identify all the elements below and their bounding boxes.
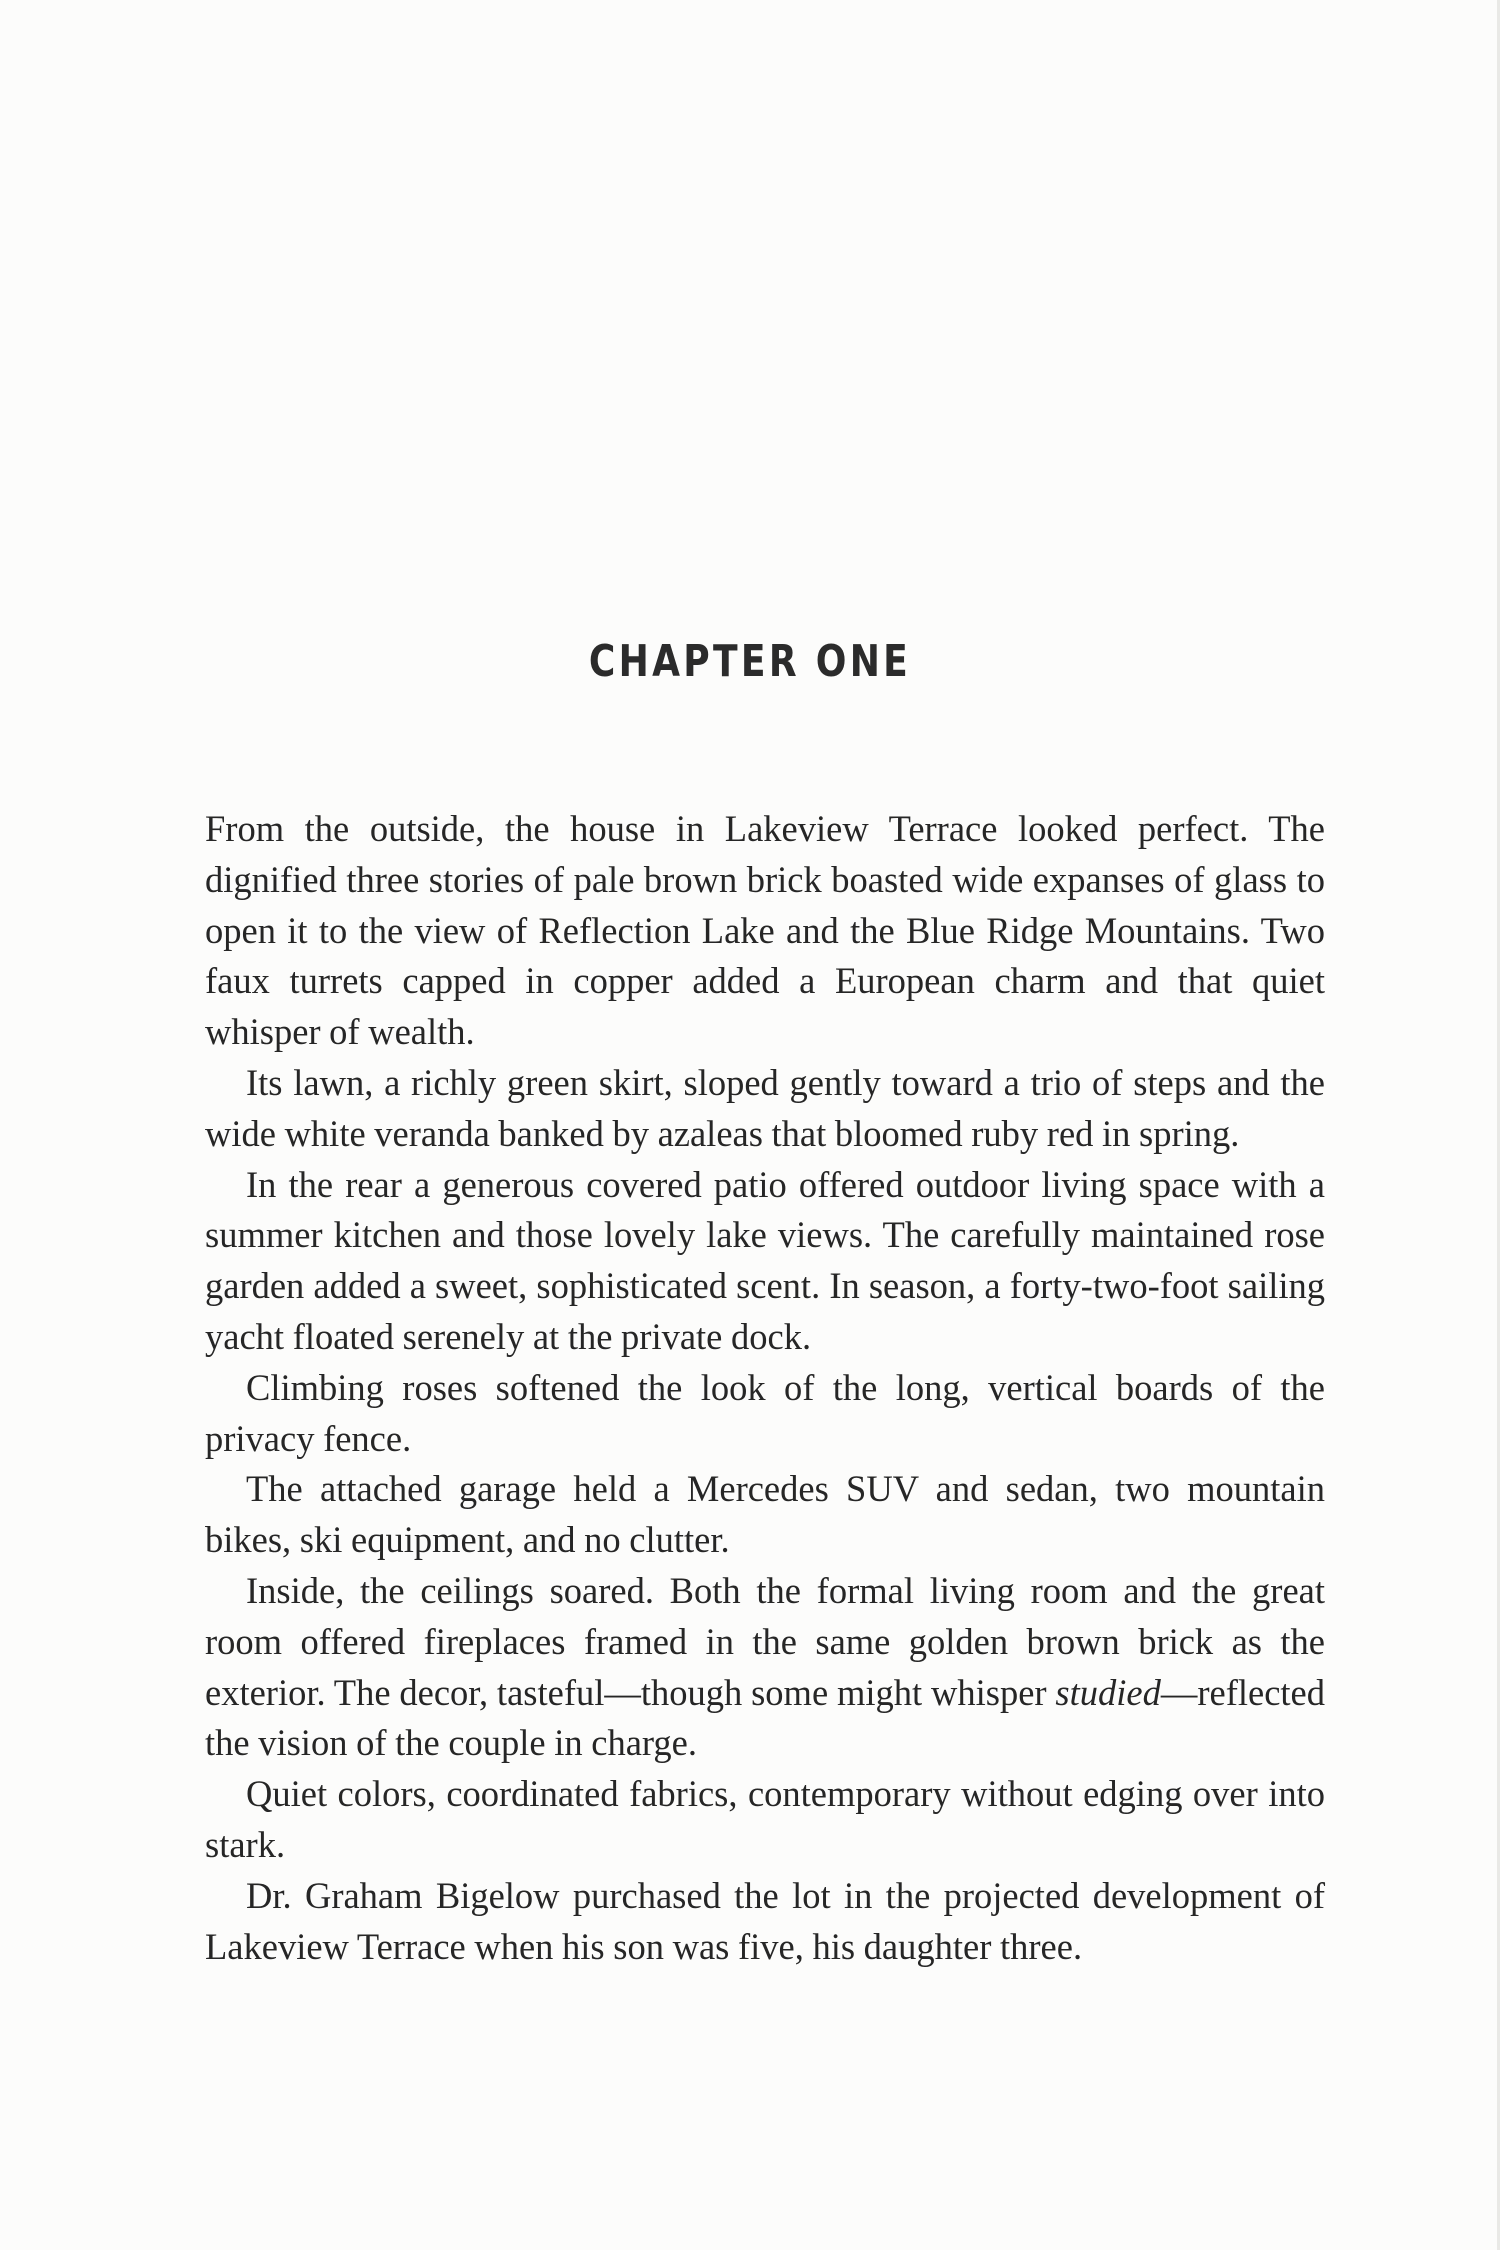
paragraph-6 <box>205 1566 1325 1769</box>
paragraph-3: In the rear a generous covered patio offered outdoor living space with a summer kitchen and those lovely lake views. The carefully maintained rose garden added a sweet, sophisticated scent. In season, a forty-two-foot sailing yacht floated serenely at the private dock. <box>205 1163 1325 1357</box>
paragraph-5: The attached garage held a Mercedes SUV and sedan, two mountain bikes, ski equipment, and no clutter. <box>205 1468 1325 1561</box>
paragraph-7: Quiet colors, coordinated fabrics, contemporary without edging over into stark. <box>205 1773 1325 1865</box>
paragraph-6-text-after: —reflected the vision of the couple in charge. <box>205 1671 1325 1764</box>
paragraph-1: From the outside, the house in Lakeview Terrace looked perfect. The dignified three stories of pale brown brick boasted wide expanses of glass to open it to the view of Reflection Lake and the Blue Ridge Mountains. Two faux turrets capped in copper added a European charm and that quiet whisper of wealth. <box>205 808 1325 1053</box>
paragraph-6-text-before: Inside, the ceilings soared. Both the formal living room and the great room offered fireplaces framed in the same golden brown brick as the exterior. The decor, tasteful—though some might whisper <box>205 1569 1325 1713</box>
paragraph-2: Its lawn, a richly green skirt, sloped gently toward a trio of steps and the wide white veranda banked by azaleas that bloomed ruby red in spring. <box>205 1061 1325 1154</box>
chapter-body <box>205 804 1325 1972</box>
chapter-title: CHAPTER ONE <box>588 636 912 687</box>
paragraph-6-italic-word: studied <box>1055 1671 1161 1713</box>
paragraph-8: Dr. Graham Bigelow purchased the lot in the projected development of Lakeview Terrace when his son was five, his daughter three. <box>205 1874 1325 1967</box>
paragraph-4: Climbing roses softened the look of the long, vertical boards of the privacy fence. <box>205 1366 1325 1459</box>
